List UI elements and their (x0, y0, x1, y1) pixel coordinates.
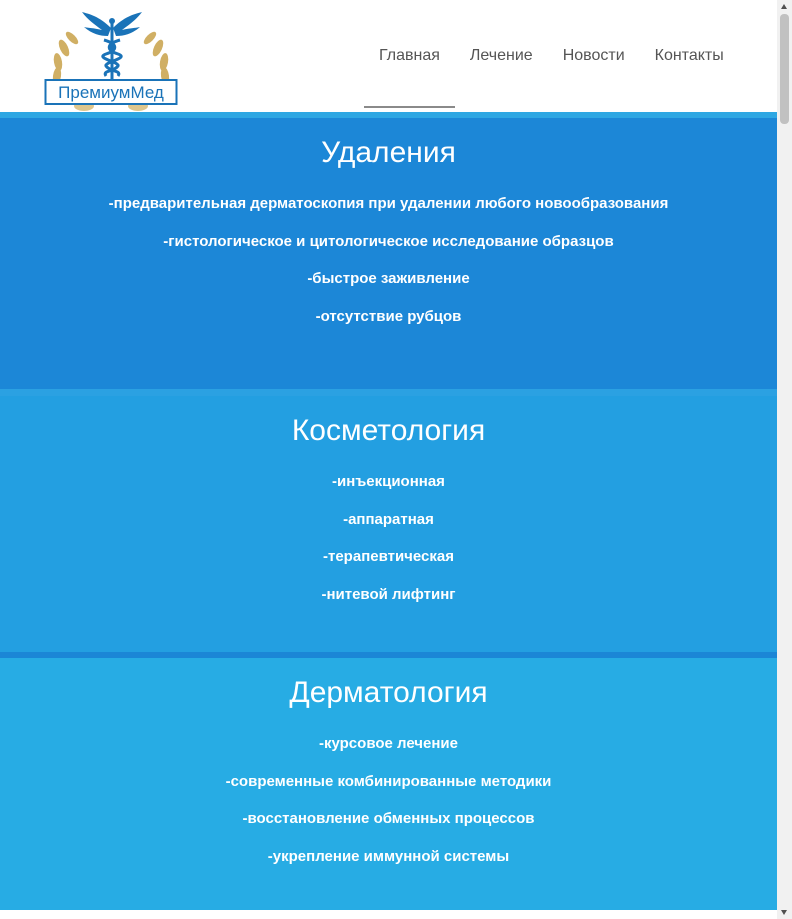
brand-logo[interactable] (44, 8, 180, 112)
scrollbar-thumb[interactable] (780, 14, 789, 124)
nav-item-treatment[interactable]: Лечение (469, 47, 533, 64)
brand-name: ПремиумМед (58, 83, 164, 102)
section-divider (0, 389, 777, 396)
section-list (0, 194, 777, 326)
section-title: Дерматология (289, 676, 488, 709)
vertical-scrollbar[interactable] (777, 0, 792, 919)
site-header (0, 0, 777, 112)
scroll-up-icon[interactable] (781, 4, 787, 9)
section-list (0, 472, 777, 604)
caduceus-laurel-icon (44, 8, 180, 112)
section-title: Удаления (321, 136, 456, 169)
nav-item-home[interactable]: Главная (364, 0, 455, 112)
list-item: -предварительная дерматоскопия при удалении любого новообразования (108, 195, 669, 212)
scroll-down-icon[interactable] (781, 910, 787, 915)
list-item: -гистологическое и цитологическое исследование образцов (163, 232, 614, 250)
list-item: -инъекционная (332, 473, 445, 490)
list-item: -восстановление обменных процессов (242, 810, 535, 827)
section-removals (0, 118, 777, 389)
section-list (0, 734, 777, 866)
list-item: -укрепление иммунной системы (267, 847, 510, 865)
nav-item-contacts[interactable]: Контакты (654, 47, 724, 64)
list-item: -отсутствие рубцов (315, 307, 462, 325)
list-item: -аппаратная (343, 510, 434, 528)
main-nav (364, 0, 739, 112)
nav-item-news[interactable]: Новости (562, 47, 625, 64)
section-cosmetology (0, 396, 777, 652)
list-item: -быстрое заживление (307, 270, 470, 287)
list-item: -нитевой лифтинг (321, 585, 456, 603)
section-title: Косметология (291, 414, 486, 447)
list-item: -терапевтическая (323, 548, 454, 565)
list-item: -современные комбинированные методики (225, 772, 552, 790)
section-dermatology (0, 658, 777, 910)
list-item: -курсовое лечение (319, 735, 458, 752)
